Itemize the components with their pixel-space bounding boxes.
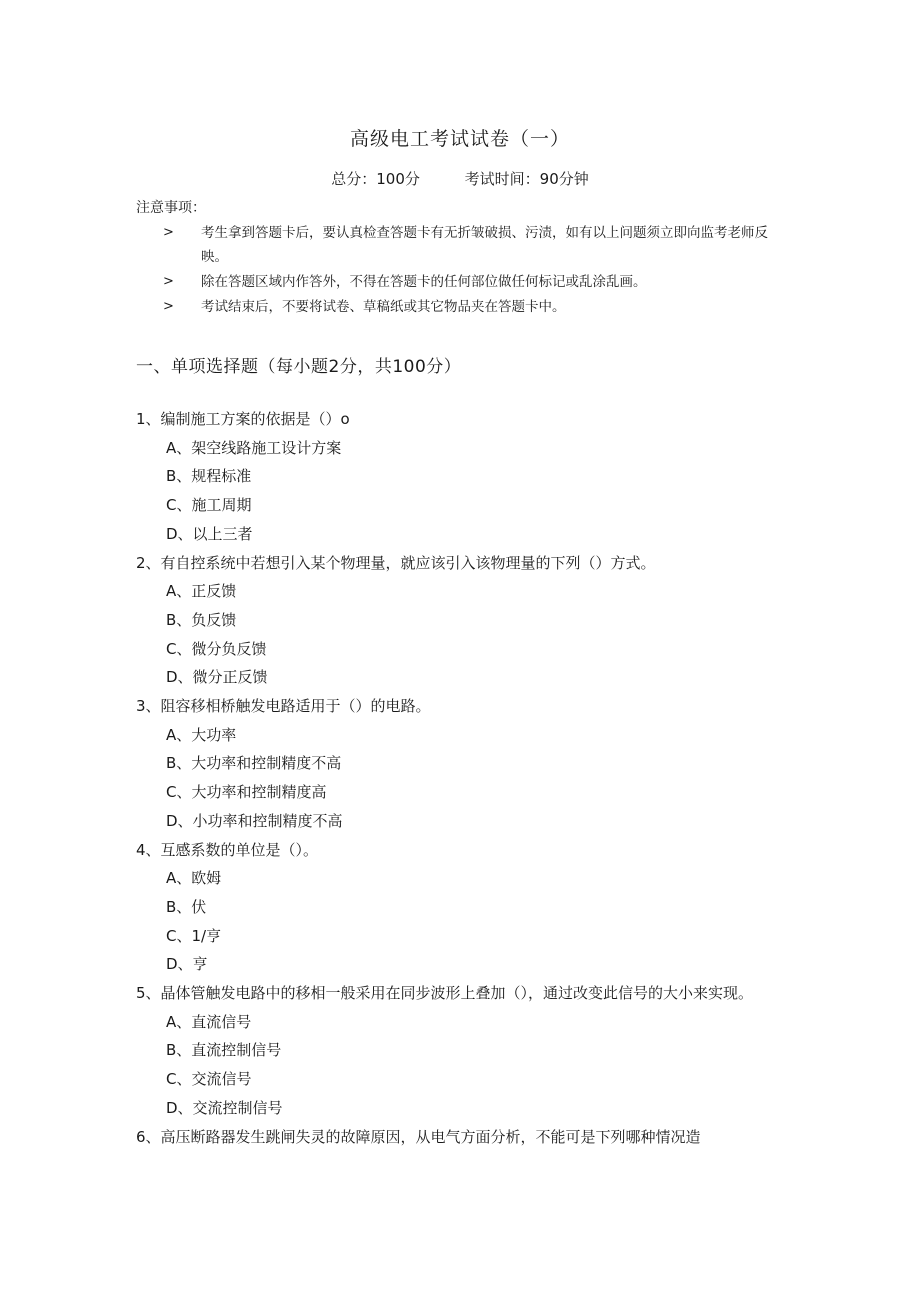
question — [136, 549, 786, 693]
notice-text: 除在答题区域内作答外，不得在答题卡的任何部位做任何标记或乱涂乱画。 — [201, 274, 647, 290]
notice-list — [163, 221, 783, 320]
chevron-right-icon: > — [163, 225, 174, 240]
question — [136, 979, 786, 1123]
question-option: D、亨 — [166, 955, 208, 974]
total-score: 总分：100分 — [331, 170, 420, 188]
question-option: B、规程标准 — [166, 467, 252, 486]
exam-time: 考试时间：90分钟 — [464, 170, 589, 188]
question-stem: 3、阻容移相桥触发电路适用于（）的电路。 — [136, 697, 431, 716]
question — [136, 1123, 786, 1152]
question-option: C、微分负反馈 — [166, 639, 267, 658]
chevron-right-icon: > — [163, 299, 174, 314]
question-option: A、架空线路施工设计方案 — [166, 438, 342, 457]
section-title: 一、单项选择题（每小题2分，共100分） — [136, 357, 462, 377]
notice-item — [163, 221, 783, 269]
question — [136, 405, 786, 549]
question-option: A、正反馈 — [166, 582, 237, 601]
question-list — [136, 405, 786, 1151]
chevron-right-icon: > — [163, 274, 174, 289]
question-option: C、交流信号 — [166, 1070, 252, 1089]
question-option: C、大功率和控制精度高 — [166, 783, 327, 802]
question-option: B、直流控制信号 — [166, 1041, 282, 1060]
question-option: D、交流控制信号 — [166, 1098, 283, 1117]
question-option: B、大功率和控制精度不高 — [166, 754, 342, 773]
notice-text: 考试结束后，不要将试卷、草稿纸或其它物品夹在答题卡中。 — [201, 299, 566, 315]
question-stem: 2、有自控系统中若想引入某个物理量，就应该引入该物理量的下列（）方式。 — [136, 553, 656, 572]
page-title: 高级电工考试试卷（一） — [349, 128, 570, 150]
question-option: D、小功率和控制精度不高 — [166, 811, 343, 830]
question-option: A、欧姆 — [166, 869, 222, 888]
exam-info — [0, 168, 920, 189]
question-stem: 6、高压断路器发生跳闸失灵的故障原因，从电气方面分析，不能可是下列哪种情况造 — [136, 1127, 701, 1146]
question-stem: 1、编制施工方案的依据是（）o — [136, 410, 350, 428]
question-option: C、1/亨 — [166, 926, 222, 945]
notice-item — [163, 295, 783, 319]
question-option: C、施工周期 — [166, 496, 252, 515]
question-option: B、负反馈 — [166, 610, 237, 629]
question — [136, 836, 786, 980]
notice-heading: 注意事项： — [136, 200, 206, 216]
question-stem: 5、晶体管触发电路中的移相一般采用在同步波形上叠加（），通过改变此信号的大小来实现。 — [136, 984, 754, 1003]
question — [136, 692, 786, 836]
question-option: D、微分正反馈 — [166, 668, 268, 687]
question-stem: 4、互感系数的单位是（）。 — [136, 840, 319, 859]
notice-text: 考生拿到答题卡后，要认真检查答题卡有无折皱破损、污渍，如有以上问题须立即向监考老师反映。 — [201, 225, 768, 265]
question-option: D、以上三者 — [166, 524, 253, 543]
question-option: A、大功率 — [166, 725, 237, 744]
question-option: A、直流信号 — [166, 1012, 252, 1031]
question-option: B、伏 — [166, 897, 207, 916]
notice-item — [163, 270, 783, 294]
